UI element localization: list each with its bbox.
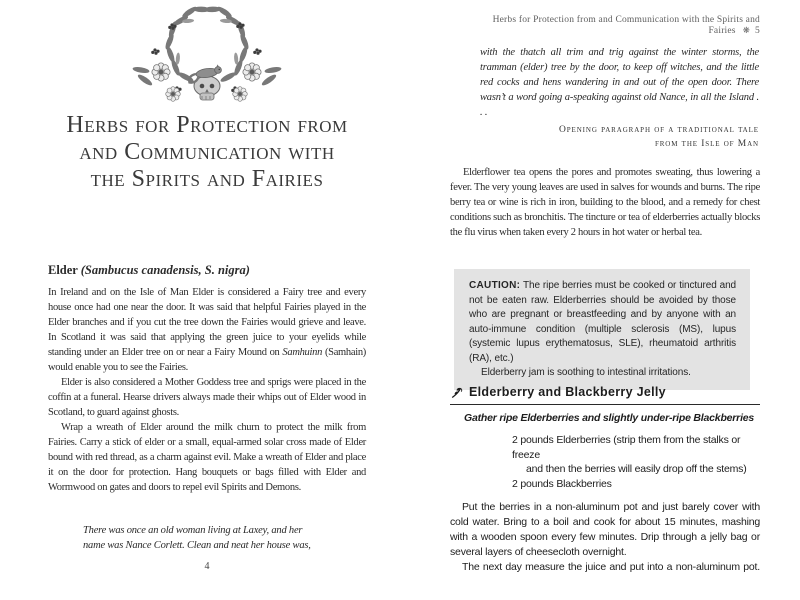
attribution-line: Opening paragraph of a traditional tale [558, 125, 759, 135]
latin-name: (Sambucus canadensis, S. nigra) [80, 263, 250, 277]
left-page [48, 0, 366, 600]
caution-box [454, 269, 750, 390]
sprig-icon [450, 386, 463, 399]
story-quote-continued: with the thatch all trim and trig against the winter storms, the tramman (elder) tree by the door, to keep off witches, and the little red cocks and hens wandering in and out of the open door. There wasn’t a word going a-speaking against old Nance, in all the Island . . . [480, 47, 759, 118]
wreath-ornament [127, 2, 287, 113]
quote-attribution [450, 124, 759, 151]
recipe-title-row [450, 385, 760, 405]
chapter-title [48, 112, 366, 193]
asterisk-ornament-icon: ❋ [742, 25, 751, 35]
paragraph: In Ireland and on the Isle of Man Elder is considered a Fairy tree and every house once had one near the door. It was said that helpful Fairies played in the Elder branches and if you cut the tree down the Fairies would grieve and leave. In Scotland it was said that applying the green juice to your eyelids while standing under an Elder tree on or near a Fairy Mound on Samhuinn (Samhain) would enable you to see the Fairies. [48, 287, 366, 373]
wreath-skull-squirrel-icon [127, 2, 287, 108]
recipe-title: Elderberry and Blackberry Jelly [469, 385, 666, 399]
story-quote-line: name was Nance Corlett. Clean and neat her house was, [83, 539, 311, 551]
chapter-title-line: Herbs for Protection from [66, 112, 348, 138]
attribution-line: from the Isle of Man [654, 138, 759, 149]
ingredient-line: 2 pounds Blackberries [512, 477, 612, 490]
recipe-step: The next day measure the juice and put into a non-aluminum pot. [462, 561, 760, 573]
chapter-title-line: and Communication with [79, 139, 335, 165]
caution-text: The ripe berries must be cooked or tinctured and not be eaten raw. Elderberries should be avoided by those who are pregnant or breastfeeding and by anyone with an auto-immune condition (multiple sclerosis (MS), lupus (systemic lupus erythematosus, SLE), rheumatoid arthritis (RA), etc.) [469, 280, 736, 364]
paragraph: Elder is also considered a Mother Goddess tree and sprigs were placed in the coffin at a funeral. Hearse drivers always made their whips out of Elder wood in Scotland, to guard against ghosts. [48, 377, 366, 418]
running-header [440, 15, 760, 36]
page-number-left: 4 [204, 561, 210, 572]
section-heading: Elder (Sambucus canadensis, S. nigra) [48, 263, 250, 277]
recipe-step: Put the berries in a non-aluminum pot and just barely cover with cold water. Bring to a boil and cook for about 15 minutes, mashing with a wooden spoon every few minutes. Drip through a jelly bag or several layers of cheesecloth overnight. [450, 501, 760, 558]
story-quote [83, 524, 323, 553]
recipe-steps [450, 500, 760, 575]
recipe-subtitle: Gather ripe Elderberries and slightly under-ripe Blackberries [464, 412, 755, 424]
recipe-section [450, 385, 760, 575]
ingredient-line: 2 pounds Elderberries (strip them from the stalks or freeze [512, 434, 741, 461]
page-number-right: 5 [755, 26, 760, 36]
right-page [450, 0, 760, 600]
running-header-text: Herbs for Protection from and Communication with the Spirits and Fairies [492, 15, 760, 36]
ingredient-list [450, 433, 760, 491]
chapter-title-line: the Spirits and Fairies [90, 166, 324, 192]
paragraph: Wrap a wreath of Elder around the milk churn to protect the milk from Fairies. Carry a stick of elder or a small, equal-armed solar cross made of Elder bound with red thread, as a charm against evil. Make a wreath of Elder and place it on the door for protection. Hang bouquets or bags filled with Elder and Wormwood on gates and doors to repel evil Spirits and Demons. [48, 422, 366, 493]
story-quote-line: There was once an old woman living at Laxey, and her [83, 525, 303, 536]
ingredient-line: and then the berries will easily drop off the stems) [526, 463, 747, 475]
paragraph: Elderflower tea opens the pores and promotes sweating, thus lowering a fever. The very young leaves are used in salves for wounds and burns. The ripe berry tea or wine is rich in iron, building to the blood, and a remedy for chest conditions such as bronchitis. The tincture or tea of elderberries actually blocks the flu virus when taken every 2 hours in hot water or herbal tea. [450, 167, 760, 238]
caution-note: Elderberry jam is soothing to intestinal irritations. [481, 367, 691, 378]
caution-label: CAUTION: [469, 280, 521, 291]
elder-section [48, 263, 366, 495]
